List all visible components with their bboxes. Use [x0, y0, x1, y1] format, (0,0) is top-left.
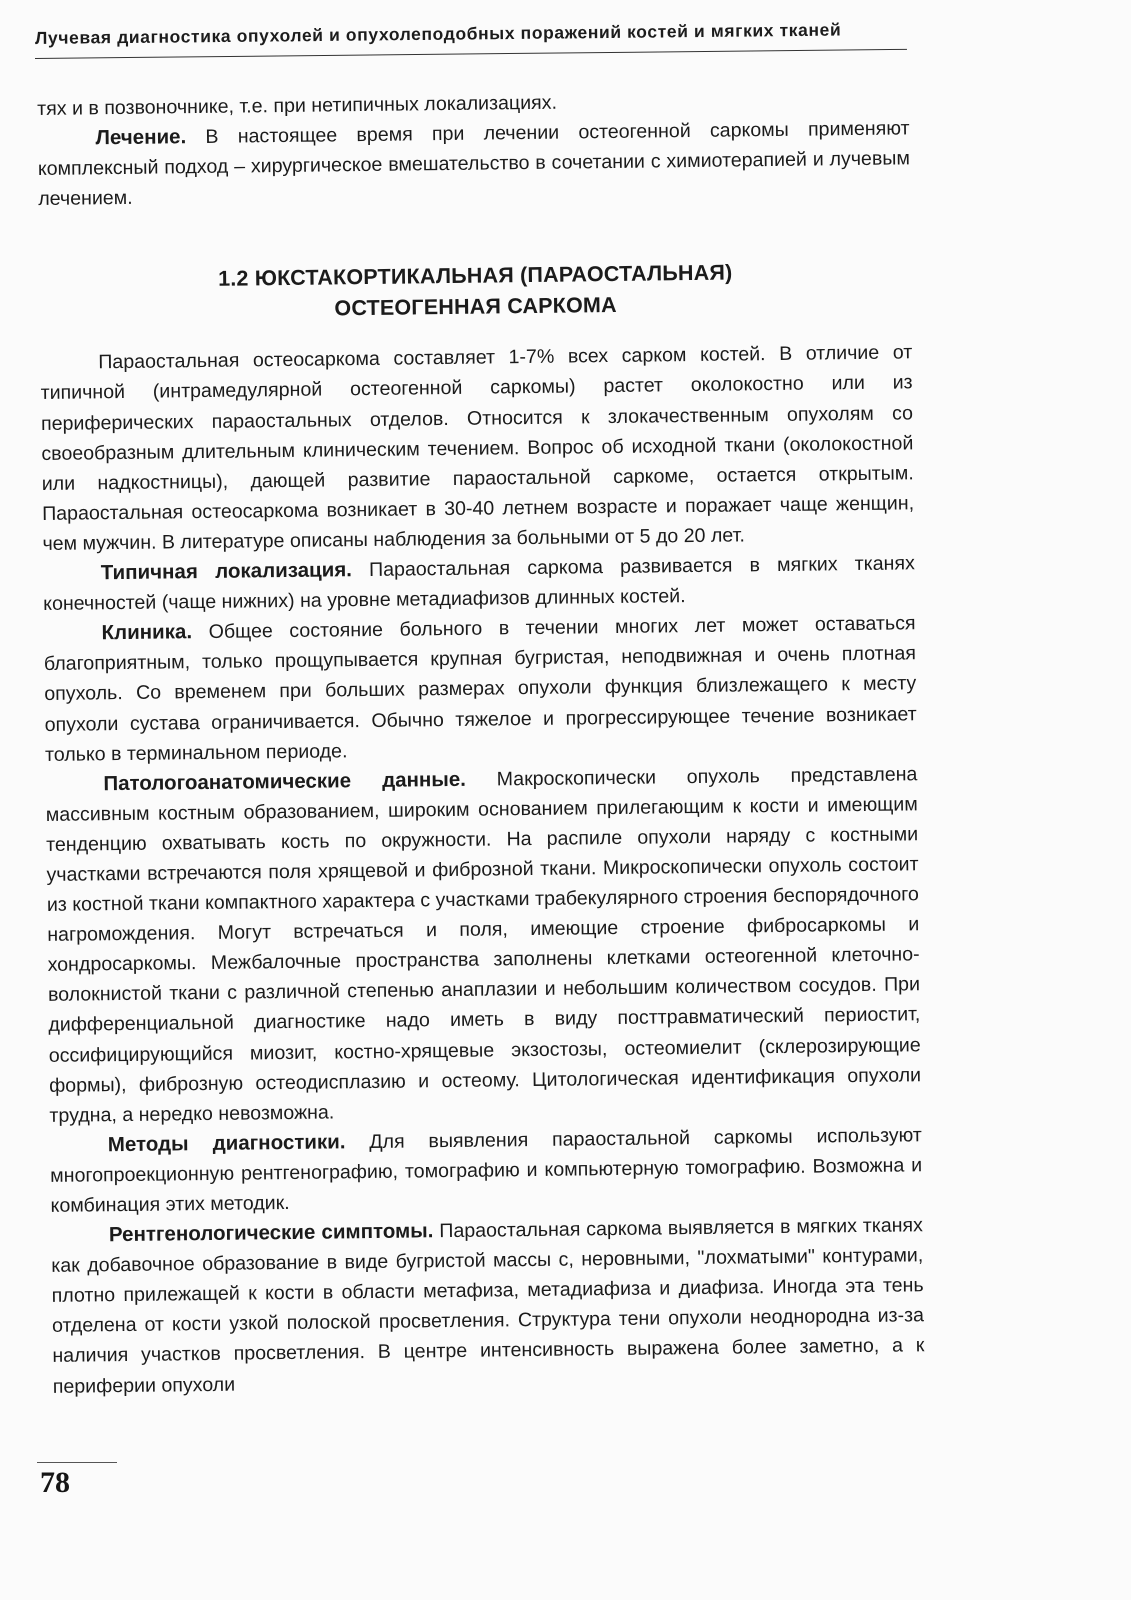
- localization-heading: Типичная локализация.: [100, 558, 353, 585]
- clinic-paragraph: [43, 609, 917, 770]
- pathology-text: Макроскопически опухоль представлена массивным костным образованием, широким основанием прилегающим к кости и имеющим тенденцию охватывать кость по окружности. На распиле опухоли наряду с костными участками встречаются поля хрящевой и фиброзной ткани. Микроскопически опухоль состоит из костной ткани компактного характера с участками трабекулярного строения беспорядочного нагромождения. Могут встречаться и поля, имеющие строение фибросаркомы и хондросаркомы. Межбалочные пространства заполнены клетками остеогенной клеточно-волокнистой ткани с различной степенью анаплазии и небольшим количеством сосудов. При дифференциальной диагностике надо иметь в виду посттравматический периостит, оссифицирующийся миозит, костно-хрящевые экзостозы, остеомиелит (склерозирующие формы), фиброзную остеодисплазию и остеому. Цитологическая идентификация опухоли трудна, а нередко невозможна.: [45, 762, 922, 1127]
- xray-paragraph: [51, 1210, 925, 1401]
- section-title-line-1: 1.2 ЮКСТАКОРТИКАЛЬНАЯ (ПАРАОСТАЛЬНАЯ): [217, 260, 733, 292]
- methods-heading: Методы диагностики.: [107, 1130, 346, 1157]
- xray-text: Параостальная саркома выявляется в мягких тканях как добавочное образование в виде бугристой массы с, неровными, "лохматыми" контурами, плотно прилежащей к кости в области метафиза, метадиафиза и диафиза. Иногда эта тень отделена от кости узкой полоской просветления. Структура тени опухоли неоднородна из-за наличия участков просветления. В центре интенсивность выражена более заметно, а к периферии опухоли: [51, 1214, 925, 1398]
- xray-heading: Рентгенологические симптомы.: [108, 1219, 434, 1247]
- running-head: Лучевая диагностика опухолей и опухолеподобных поражений костей и мягких тканей: [35, 19, 842, 48]
- pathology-heading: Патологоанатомические данные.: [103, 767, 467, 795]
- page-number: 78: [40, 1466, 70, 1499]
- treatment-heading: Лечение.: [95, 125, 187, 150]
- intro-paragraph: Параостальная остеосаркома составляет 1-7% всех сарком костей. В отличие от типичной (интрамедулярной остеогенной саркомы) растет околокостно или из периферических параостальных отделов. Относится к злокачественным опухолям со своеобразным длительным клиническим течением. Вопрос об исходной ткани (околокостной или надкостницы), дающей развитие параостальной саркоме, остается открытым. Параостальная остеосаркома возникает в 30-40 летнем возрасте и поражает чаще женщин, чем мужчин. В литературе описаны наблюдения за больными от 5 до 20 лет.: [40, 341, 915, 555]
- section-title-line-2: ОСТЕОГЕННАЯ САРКОМА: [334, 293, 617, 321]
- localization-text: Параостальная саркома развивается в мягких тканях конечностей (чаще нижних) на уровне метадиафизов длинных костей.: [43, 552, 915, 616]
- clinic-text: Общее состояние больного в течении многих лет может оставаться благоприятным, только прощупывается крупная бугристая, неподвижная и очень плотная опухоль. Со временем при больших размерах опухоли функция близлежащего к месту опухоли сустава ограничивается. Обычно тяжелое и прогрессирующее течение возникает только в терминальном периоде.: [43, 612, 917, 766]
- page-body: [37, 83, 925, 1401]
- localization-paragraph: [43, 548, 916, 619]
- methods-text: Для выявления параостальной саркомы используют многопроекционную рентгенографию, томографию и компьютерную томографию. Возможна и комбинация этих методик.: [50, 1124, 923, 1217]
- treatment-text: В настоящее время при лечении остеогенной саркомы применяют комплексный подход – хирургическое вмешательство в сочетании с химиотерапией и лучевым лечением.: [37, 117, 910, 211]
- clinic-heading: Клиника.: [101, 620, 193, 645]
- header-rule: [35, 49, 907, 59]
- footer-rule: [37, 1462, 117, 1463]
- section-title: [39, 256, 912, 329]
- treatment-paragraph: [37, 113, 910, 214]
- intro-continuation: тях и в позвоночнике, т.е. при нетипичных локализациях.: [37, 91, 558, 120]
- pathology-paragraph: [45, 759, 921, 1131]
- methods-paragraph: [50, 1120, 923, 1221]
